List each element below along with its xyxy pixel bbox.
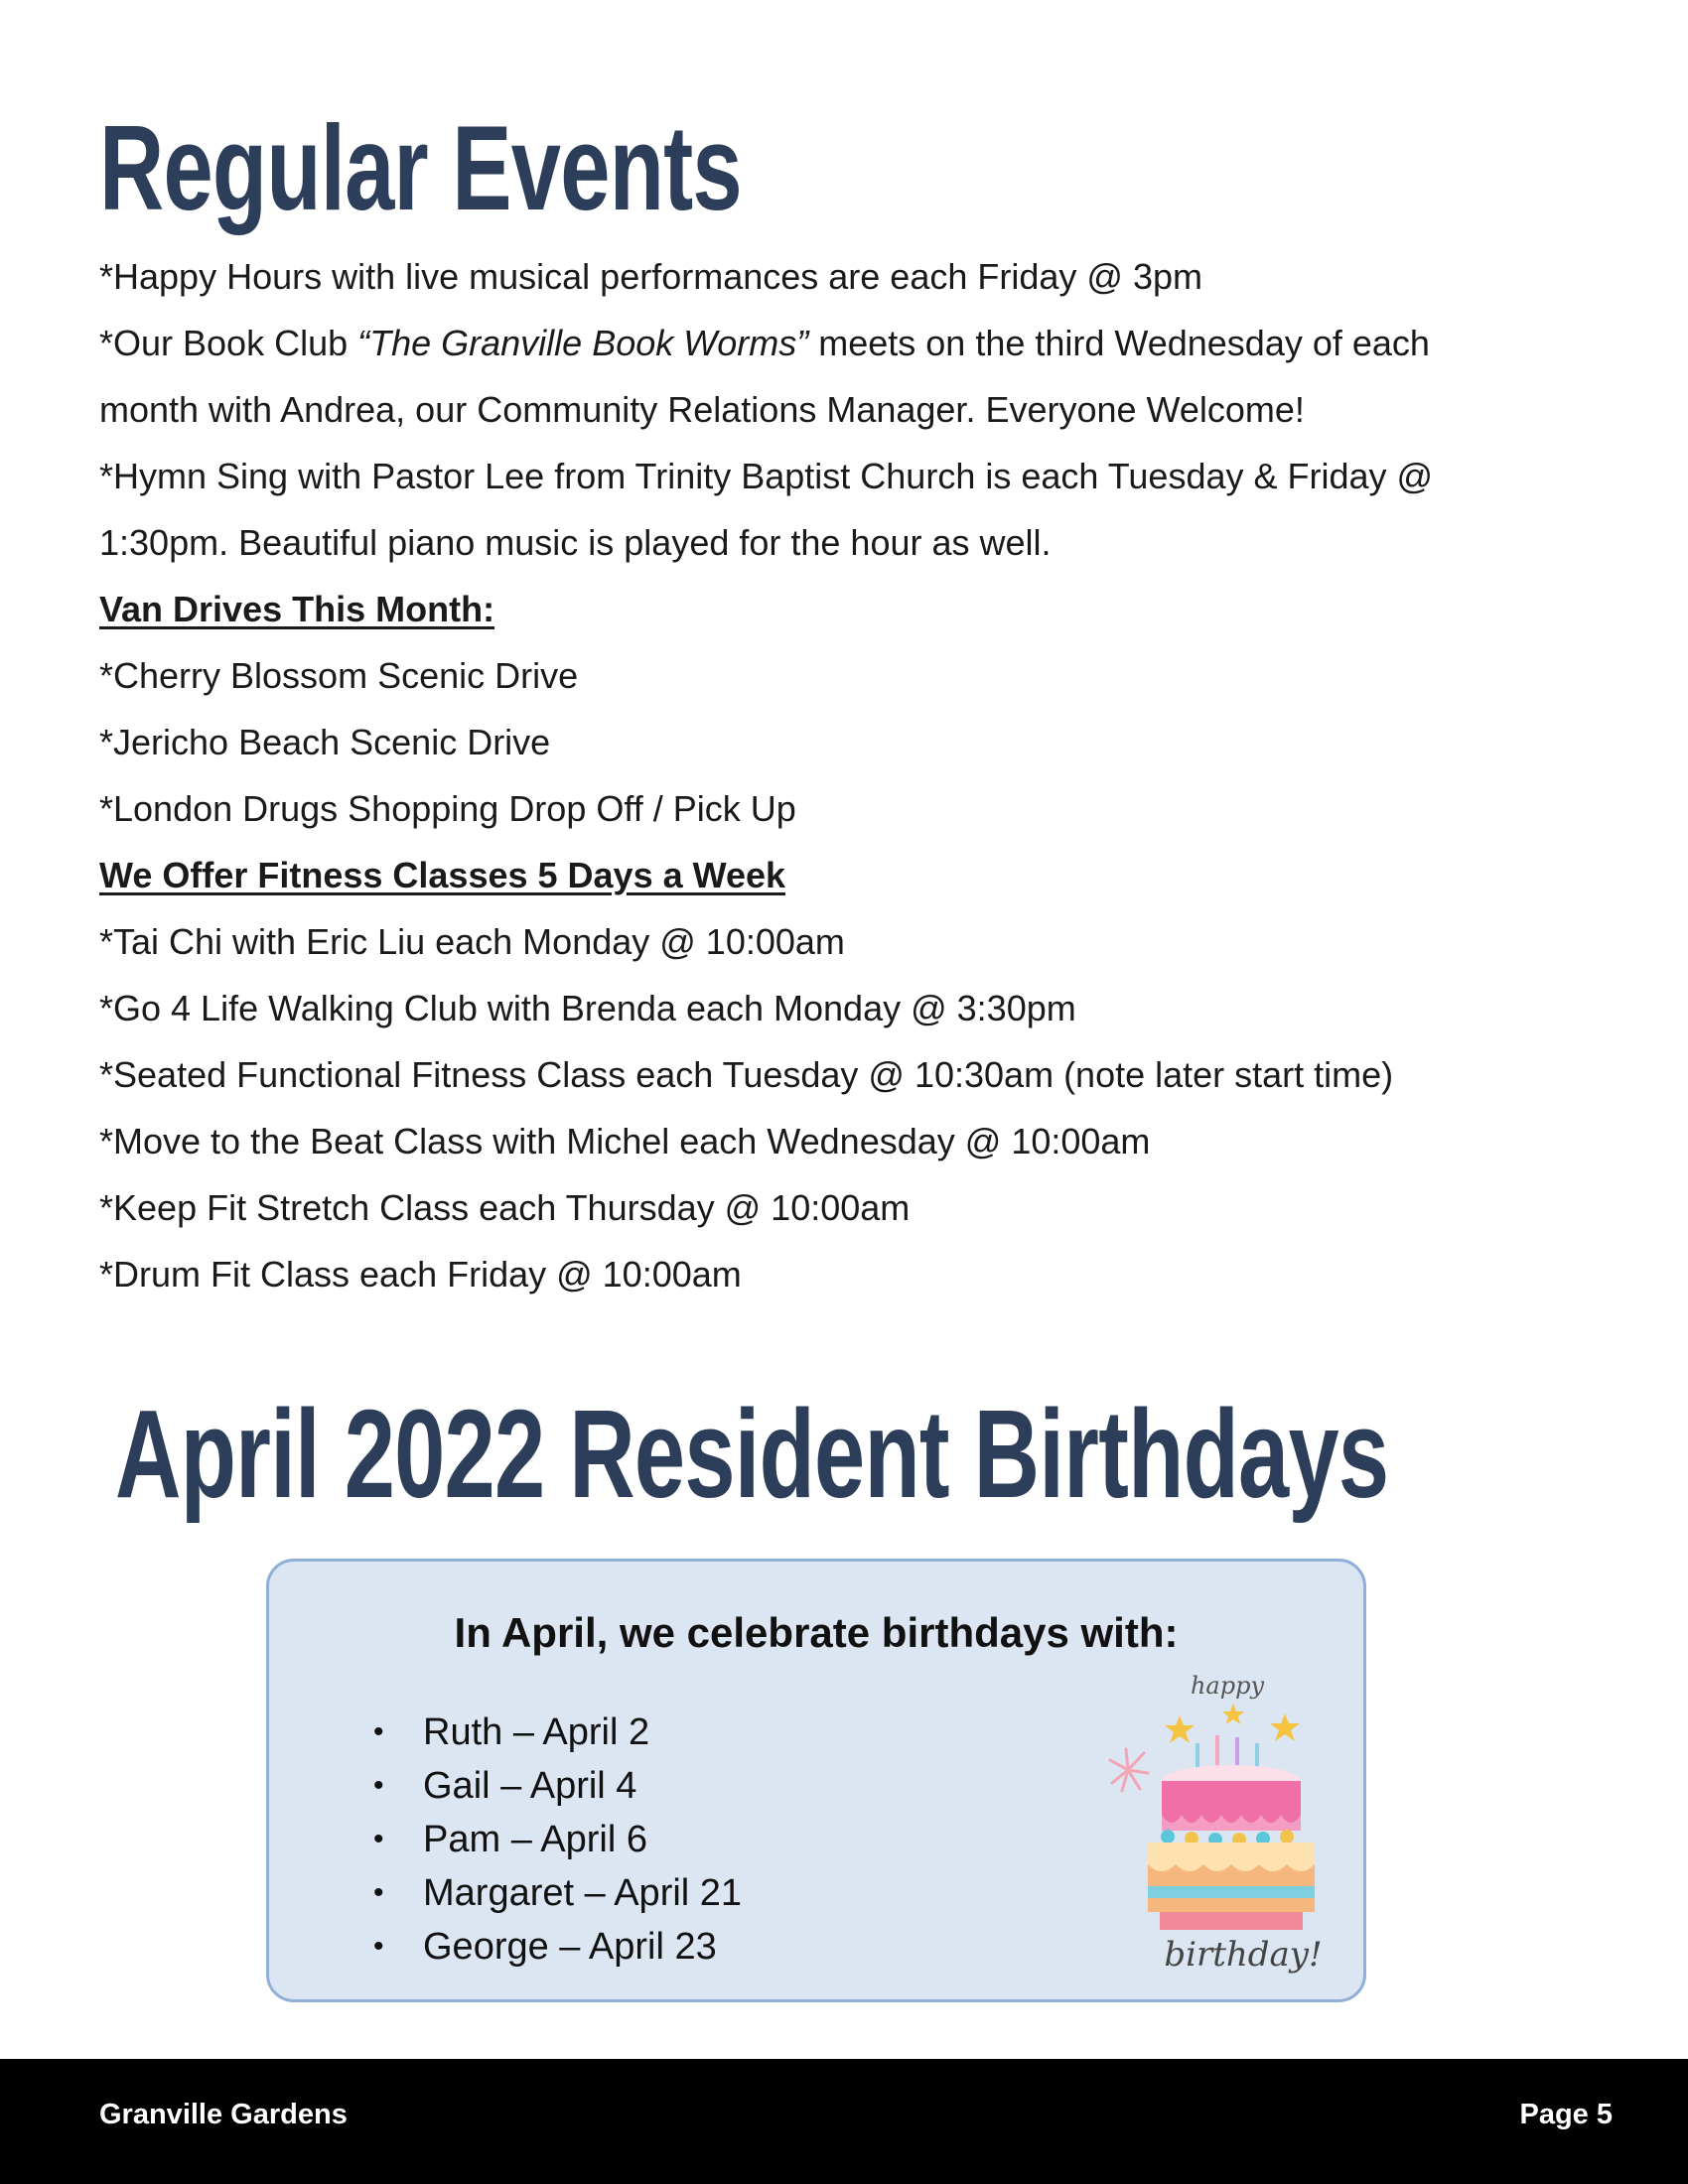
fitness-item: *Tai Chi with Eric Liu each Monday @ 10:00am [99, 921, 845, 962]
birthday-item [373, 1920, 742, 1974]
regular-events-heading: Regular Events [99, 100, 742, 235]
birthday-item [373, 1866, 742, 1920]
event-text: meets on the third Wednesday of each [808, 323, 1430, 363]
van-drive-item: *Jericho Beach Scenic Drive [99, 722, 551, 762]
regular-events-list [99, 243, 1609, 1307]
page-footer [0, 2059, 1688, 2184]
fitness-item: *Seated Functional Fitness Class each Tuesday @ 10:30am (note later start time) [99, 1054, 1394, 1095]
bullet: • [373, 1930, 384, 1963]
star-icon [1165, 1704, 1300, 1743]
bullet: • [373, 1876, 384, 1909]
birthday-item [373, 1759, 742, 1813]
event-line [99, 310, 1609, 376]
birthday-text: Ruth – April 2 [423, 1711, 650, 1753]
fitness-item: *Keep Fit Stretch Class each Thursday @ 10:00am [99, 1187, 911, 1228]
birthday-box-heading: In April, we celebrate birthdays with: [454, 1609, 1179, 1656]
van-drive-item: *London Drugs Shopping Drop Off / Pick Up [99, 788, 796, 829]
van-drive-item: *Cherry Blossom Scenic Drive [99, 655, 579, 696]
birthday-item [373, 1706, 742, 1759]
birthday-text: Gail – April 4 [423, 1765, 637, 1807]
cake-bottom-text: birthday! [1164, 1935, 1323, 1974]
birthday-text: George – April 23 [423, 1926, 717, 1968]
footer-page-number: Page 5 [1519, 2099, 1613, 2130]
event-text: *Our Book Club [99, 323, 358, 363]
event-line: *Happy Hours with live musical performances are each Friday @ 3pm [99, 256, 1202, 297]
book-club-name: “The Granville Book Worms” [357, 323, 809, 363]
cake-top-text: happy [1190, 1672, 1265, 1700]
birthday-item [373, 1813, 742, 1866]
firework-icon [1110, 1749, 1148, 1791]
birthday-text: Pam – April 6 [423, 1819, 647, 1860]
birthday-list [373, 1706, 742, 1974]
birthday-box [266, 1559, 1366, 2002]
fitness-item: *Move to the Beat Class with Michel each Wednesday @ 10:00am [99, 1121, 1151, 1161]
event-line: 1:30pm. Beautiful piano music is played for the hour as well. [99, 522, 1052, 563]
birthdays-heading: April 2022 Resident Birthdays [115, 1384, 1389, 1524]
bullet: • [373, 1823, 384, 1855]
event-line: month with Andrea, our Community Relations Manager. Everyone Welcome! [99, 389, 1305, 430]
fitness-heading: We Offer Fitness Classes 5 Days a Week [99, 855, 786, 895]
bullet: • [373, 1769, 384, 1802]
event-line: *Hymn Sing with Pastor Lee from Trinity Baptist Church is each Tuesday & Friday @ [99, 456, 1434, 496]
bullet: • [373, 1715, 384, 1748]
fitness-item: *Go 4 Life Walking Club with Brenda each Monday @ 3:30pm [99, 988, 1076, 1028]
birthday-text: Margaret – April 21 [423, 1872, 743, 1914]
fitness-item: *Drum Fit Class each Friday @ 10:00am [99, 1254, 742, 1295]
footer-org-name: Granville Gardens [99, 2099, 348, 2130]
birthday-cake-icon [1108, 1666, 1346, 1974]
van-drives-heading: Van Drives This Month: [99, 589, 495, 629]
